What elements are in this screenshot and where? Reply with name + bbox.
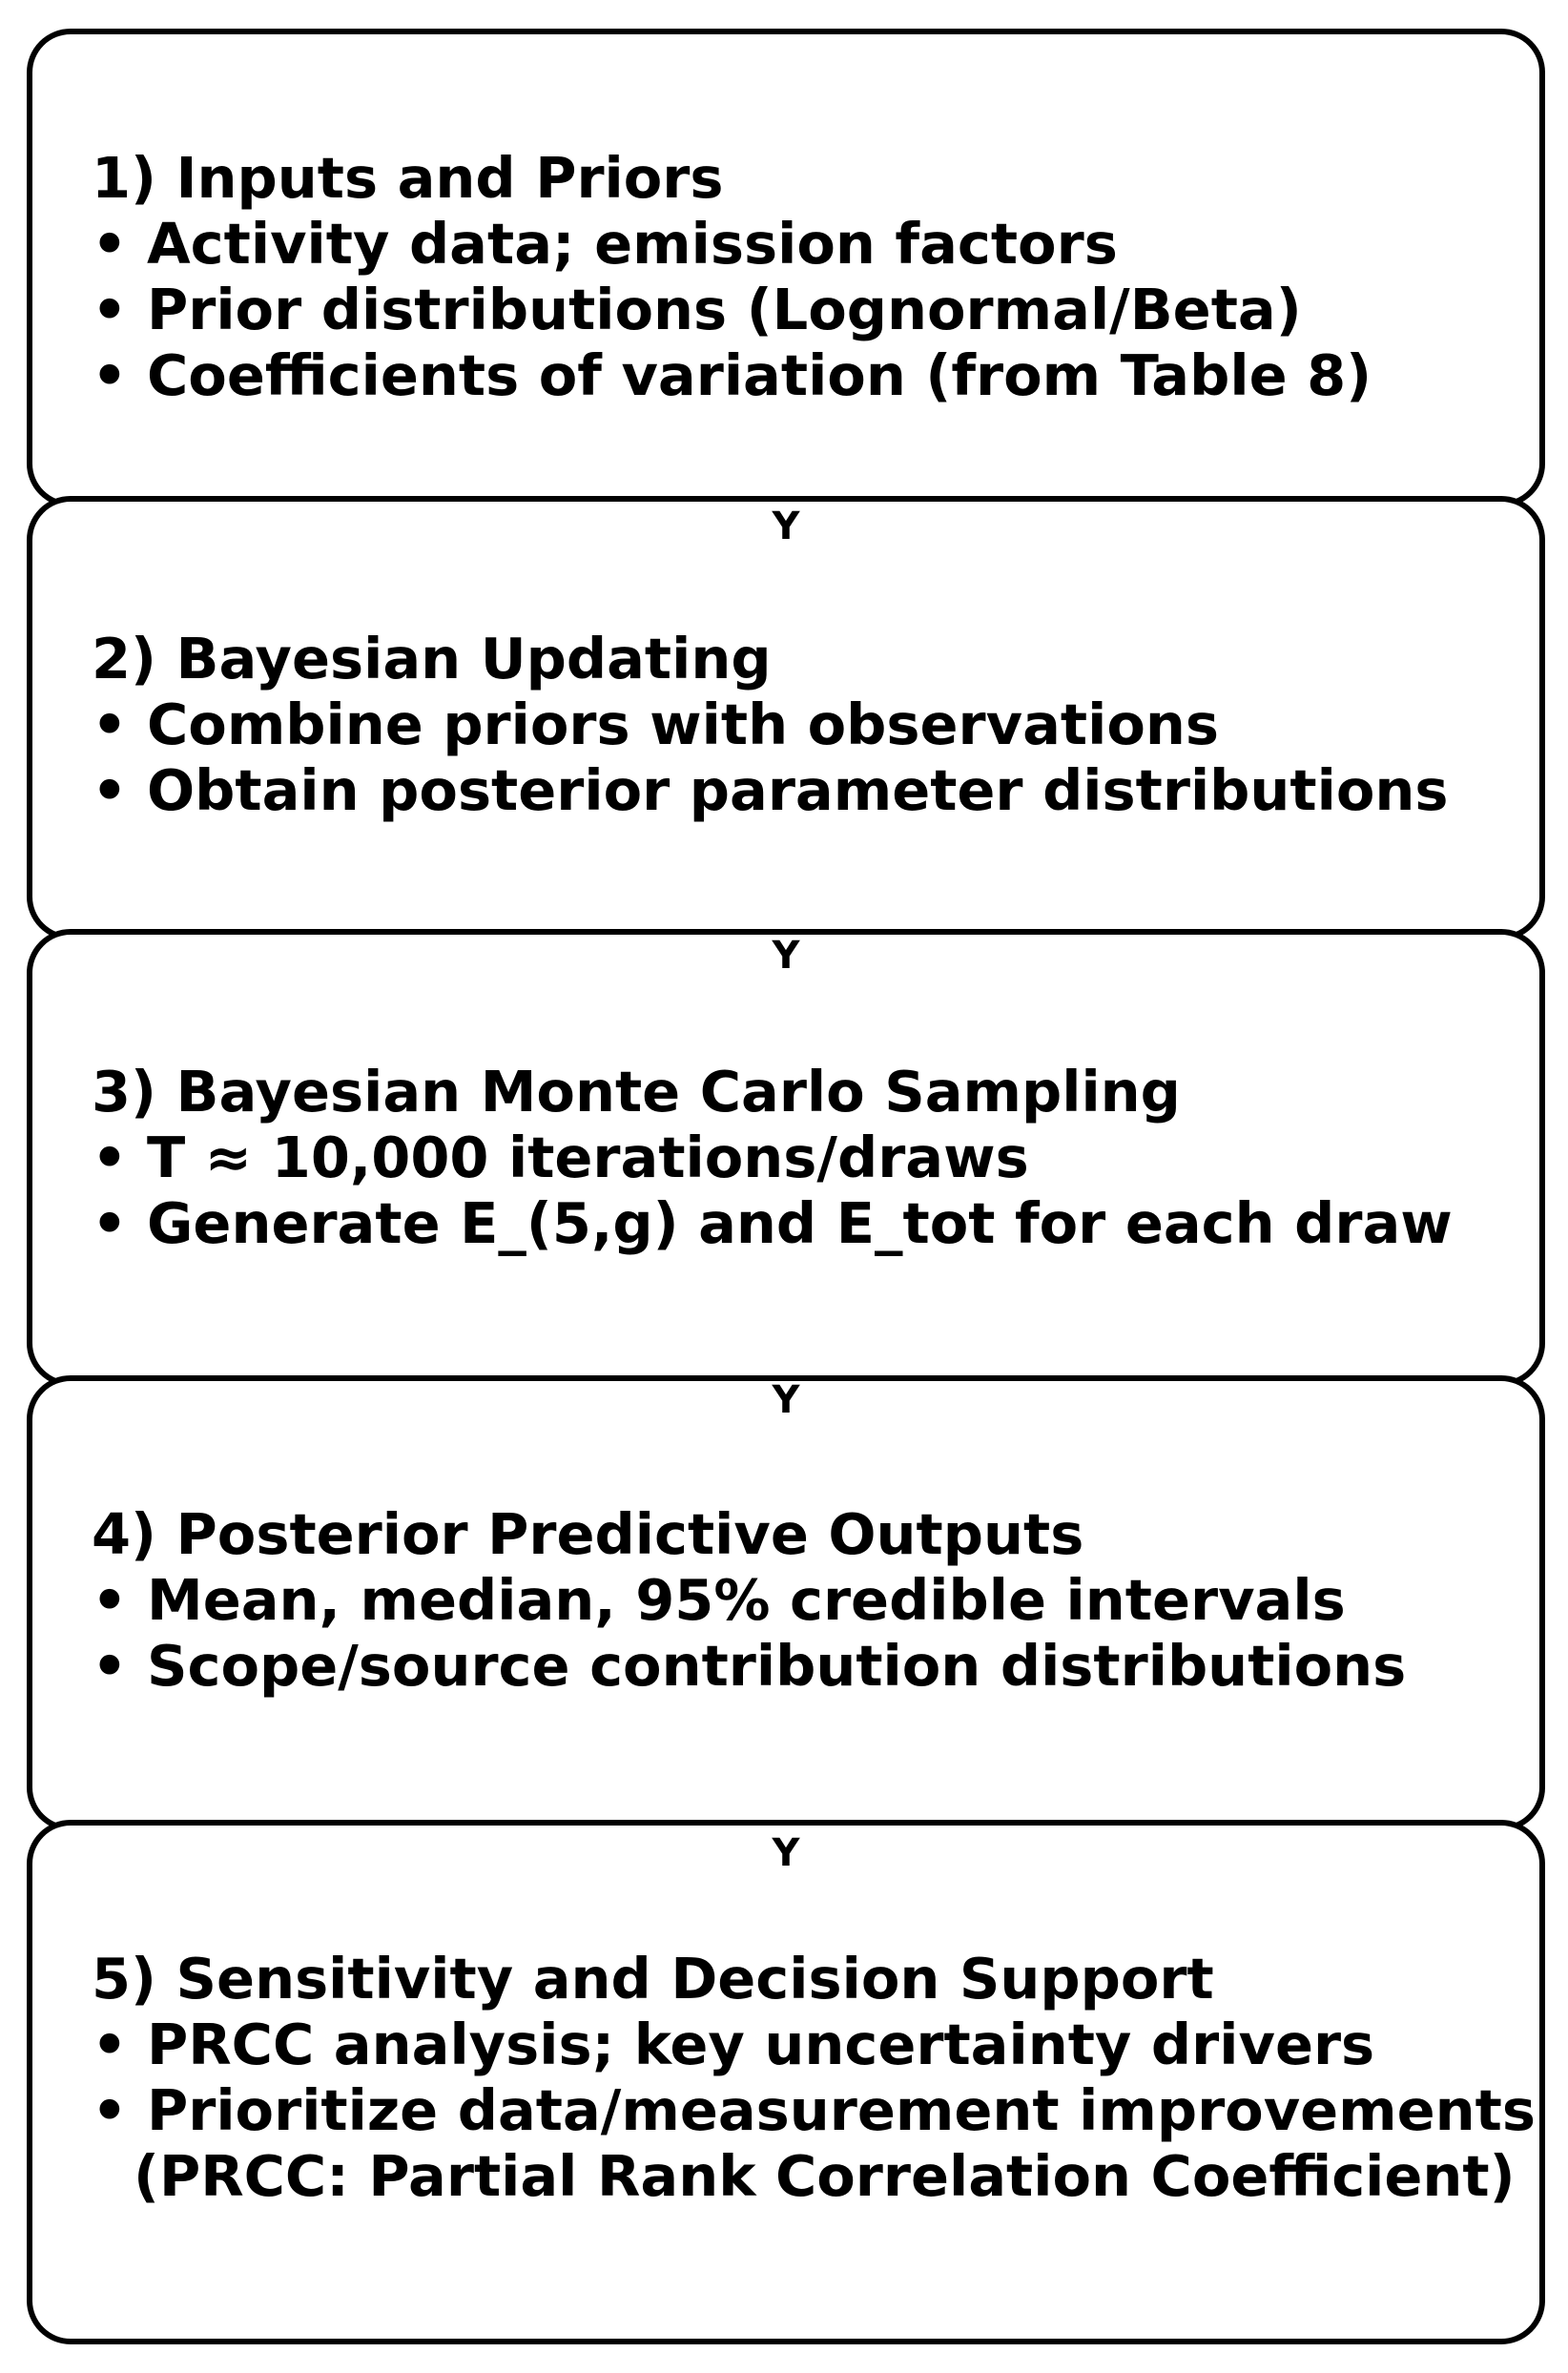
bullet-icon: • (92, 757, 128, 823)
flow-connector: Y (772, 1378, 800, 1422)
bullet-text: Generate E_(5,g) and E_tot for each draw (147, 1190, 1453, 1256)
step-content (92, 145, 1511, 408)
step-title: 5) Sensitivity and Decision Support (92, 1946, 1214, 2012)
bullet-item (92, 342, 1511, 408)
step-content (92, 626, 1511, 823)
bullet-item (92, 277, 1511, 342)
bullet-text: PRCC analysis; key uncertainty drivers (147, 2012, 1375, 2077)
bullet-text: Activity data; emission factors (147, 211, 1118, 277)
flow-connector: Y (772, 505, 800, 548)
bullet-icon: • (92, 1633, 128, 1699)
bullet-item (92, 1633, 1511, 1699)
bullet-item (92, 211, 1511, 277)
bullet-icon: • (92, 342, 128, 408)
bullet-icon: • (92, 1125, 128, 1190)
bullet-text: Obtain posterior parameter distributions (147, 757, 1449, 823)
bullet-icon: • (92, 2012, 128, 2077)
bullet-text: Combine priors with observations (147, 691, 1219, 757)
flow-connector: Y (772, 934, 800, 978)
bullet-icon: • (92, 2077, 128, 2143)
bullet-item (92, 757, 1511, 823)
bullet-text: Scope/source contribution distributions (147, 1633, 1407, 1699)
step-note: (PRCC: Partial Rank Correlation Coefficient) (134, 2143, 1516, 2209)
bullet-text: Prior distributions (Lognormal/Beta) (147, 277, 1302, 342)
bullet-item (92, 1125, 1511, 1190)
bullet-item (92, 2077, 1536, 2143)
bullet-item (92, 2012, 1511, 2077)
step-title: 1) Inputs and Priors (92, 145, 724, 211)
bullet-icon: • (92, 1190, 128, 1256)
step-box-sensitivity (27, 1820, 1545, 2344)
step-title: 3) Bayesian Monte Carlo Sampling (92, 1059, 1181, 1125)
bullet-text: Coefficients of variation (from Table 8) (147, 342, 1372, 408)
step-content (92, 1946, 1536, 2209)
bullet-item (92, 1567, 1511, 1633)
step-box-posterior-outputs (27, 1375, 1545, 1831)
step-content (92, 1501, 1511, 1699)
bullet-icon: • (92, 211, 128, 277)
bullet-text: Mean, median, 95% credible intervals (147, 1567, 1346, 1633)
step-box-inputs-priors (27, 29, 1545, 507)
bullet-icon: • (92, 691, 128, 757)
bullet-icon: • (92, 277, 128, 342)
bullet-text: Prioritize data/measurement improvements (147, 2077, 1536, 2143)
bullet-item (92, 691, 1511, 757)
bullet-item (92, 1190, 1511, 1256)
bullet-text: T ≈ 10,000 iterations/draws (147, 1125, 1029, 1190)
step-content (92, 1059, 1511, 1256)
step-title: 4) Posterior Predictive Outputs (92, 1501, 1084, 1567)
step-box-monte-carlo (27, 929, 1545, 1387)
step-box-bayesian-updating (27, 496, 1545, 940)
flow-connector: Y (772, 1831, 800, 1875)
bullet-icon: • (92, 1567, 128, 1633)
step-title: 2) Bayesian Updating (92, 626, 772, 691)
